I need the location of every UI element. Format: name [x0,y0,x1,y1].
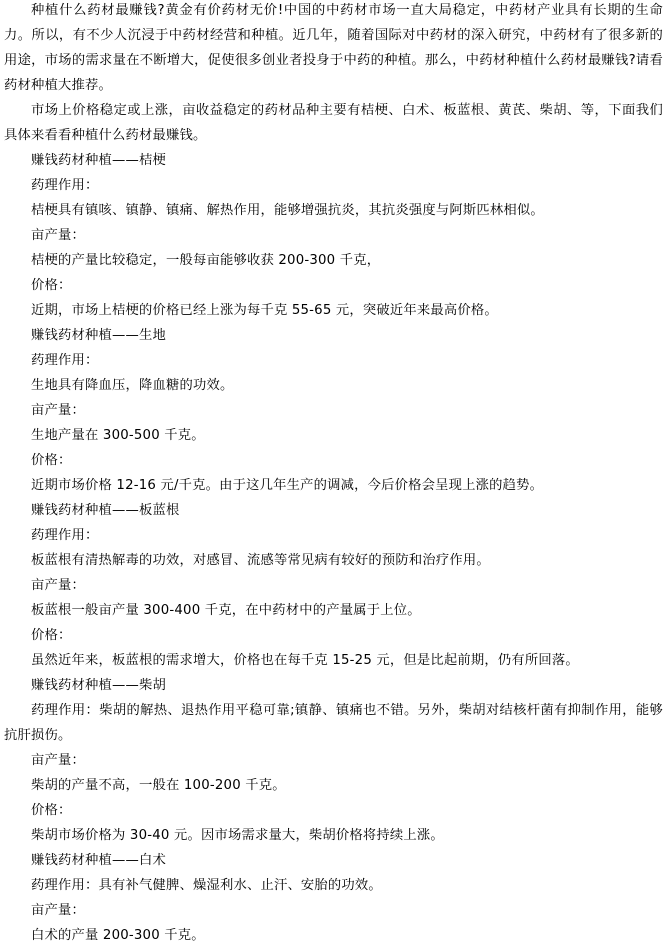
section-heading: 赚钱药材种植——白术 [31,853,166,868]
price-label: 价格： [31,628,72,643]
yield-text: 生地产量在 300-500 千克。 [31,428,205,443]
effect-text: 药理作用：具有补气健脾、燥湿利水、止汗、安胎的功效。 [31,878,382,893]
yield-text: 板蓝根一般亩产量 300-400 千克，在中药材中的产量属于上位。 [31,603,421,618]
yield-label: 亩产量： [31,228,85,243]
intro-paragraph-1: 种植什么药材最赚钱?黄金有价药材无价!中国的中药材市场一直大局稳定，中药材产业具有长期的生命力。所以，有不少人沉浸于中药材经营和种植。近几年，随着国际对中药材的深入研究，中药材有了很多新的用途，市场的需求量在不断增大，促使很多创业者投身于中药的种植。那么，中药材种植什么药材最赚钱?请看药材种植大推荐。 [4,3,663,93]
price-text: 虽然近年来，板蓝根的需求增大，价格也在每千克 15-25 元，但是比起前期，仍有所回落。 [31,653,579,668]
effect-label: 药理作用： [31,178,99,193]
effect-label: 药理作用： [31,353,99,368]
effect-text: 药理作用：柴胡的解热、退热作用平稳可靠;镇静、镇痛也不错。另外，柴胡对结核杆菌有抑制作用，能够抗肝损伤。 [4,703,663,743]
section-heading: 赚钱药材种植——桔梗 [31,153,166,168]
effect-text: 板蓝根有清热解毒的功效，对感冒、流感等常见病有较好的预防和治疗作用。 [31,553,490,568]
yield-text: 柴胡的产量不高，一般在 100-200 千克。 [31,778,286,793]
section-heading: 赚钱药材种植——板蓝根 [31,503,180,518]
yield-text: 桔梗的产量比较稳定，一般每亩能够收获 200-300 千克， [31,253,381,268]
intro-paragraph-2: 市场上价格稳定或上涨，亩收益稳定的药材品种主要有桔梗、白术、板蓝根、黄芪、柴胡、等，下面我们具体来看看种植什么药材最赚钱。 [4,103,663,143]
price-text: 近期，市场上桔梗的价格已经上涨为每千克 55-65 元，突破近年来最高价格。 [31,303,498,318]
price-label: 价格： [31,453,72,468]
yield-label: 亩产量： [31,578,85,593]
yield-label: 亩产量： [31,903,85,918]
price-label: 价格： [31,803,72,818]
effect-text: 生地具有降血压，降血糖的功效。 [31,378,234,393]
effect-text: 桔梗具有镇咳、镇静、镇痛、解热作用，能够增强抗炎，其抗炎强度与阿斯匹林相似。 [31,203,544,218]
yield-label: 亩产量： [31,753,85,768]
section-heading: 赚钱药材种植——生地 [31,328,166,343]
price-text: 柴胡市场价格为 30-40 元。因市场需求量大，柴胡价格将持续上涨。 [31,828,444,843]
yield-text: 白术的产量 200-300 千克。 [31,928,205,943]
section-heading: 赚钱药材种植——柴胡 [31,678,166,693]
price-label: 价格： [31,278,72,293]
price-text: 近期市场价格 12-16 元/千克。由于这几年生产的调减，今后价格会呈现上涨的趋势。 [31,478,544,493]
yield-label: 亩产量： [31,403,85,418]
effect-label: 药理作用： [31,528,99,543]
